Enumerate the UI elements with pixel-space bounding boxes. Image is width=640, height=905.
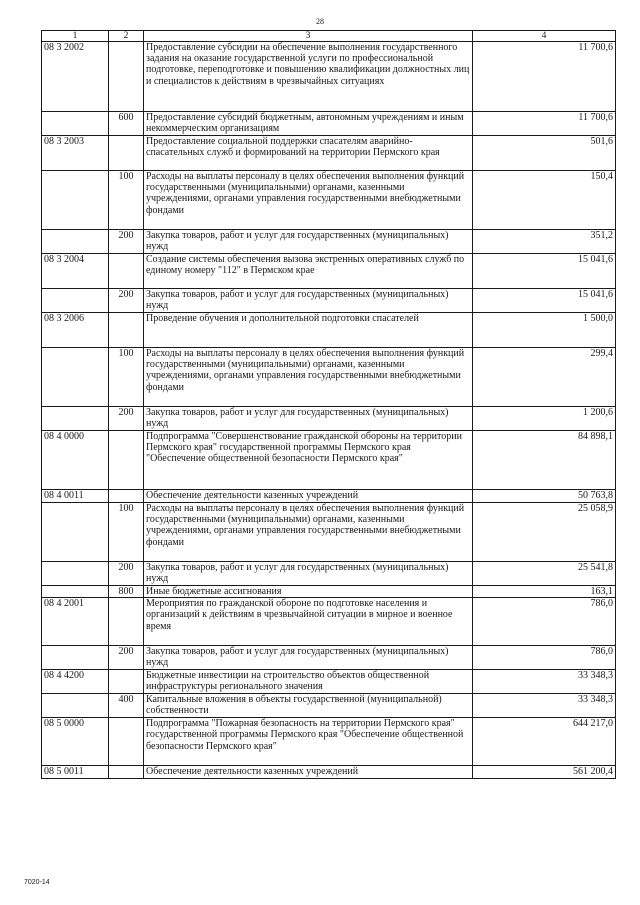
amount-cell: 163,1 <box>473 586 616 598</box>
column-header-4: 4 <box>473 31 616 42</box>
column-header-2: 2 <box>109 31 144 42</box>
expense-type-cell <box>109 598 144 646</box>
code-cell <box>42 503 109 562</box>
amount-cell: 150,4 <box>473 171 616 230</box>
description-cell: Закупка товаров, работ и услуг для государственных (муниципальных) нужд <box>144 562 473 586</box>
table-body <box>42 42 616 779</box>
column-header-1: 1 <box>42 31 109 42</box>
description-cell: Расходы на выплаты персоналу в целях обеспечения выполнения функций государственными (муниципальными) органами, казенными учреждениями, органами управления государственными внебюджетными фондами <box>144 348 473 407</box>
table-row <box>42 431 616 490</box>
table-row <box>42 289 616 313</box>
code-cell <box>42 407 109 431</box>
code-cell: 08 4 2001 <box>42 598 109 646</box>
expense-type-cell <box>109 431 144 490</box>
description-cell: Проведение обучения и дополнительной подготовки спасателей <box>144 313 473 348</box>
expense-type-cell: 200 <box>109 407 144 431</box>
description-cell: Закупка товаров, работ и услуг для государственных (муниципальных) нужд <box>144 407 473 431</box>
code-cell: 08 4 0011 <box>42 490 109 503</box>
code-cell: 08 3 2003 <box>42 136 109 171</box>
expense-type-cell <box>109 718 144 766</box>
footer-code: 7020-14 <box>24 879 50 886</box>
amount-cell: 786,0 <box>473 598 616 646</box>
code-cell: 08 3 2002 <box>42 42 109 112</box>
header-row <box>42 31 616 42</box>
amount-cell: 644 217,0 <box>473 718 616 766</box>
budget-table <box>41 30 616 779</box>
table-row <box>42 254 616 289</box>
expense-type-cell: 200 <box>109 289 144 313</box>
description-cell: Расходы на выплаты персоналу в целях обеспечения выполнения функций государственными (муниципальными) органами, казенными учреждениями, органами управления государственными внебюджетными фондами <box>144 503 473 562</box>
amount-cell: 1 200,6 <box>473 407 616 431</box>
code-cell <box>42 171 109 230</box>
table-row <box>42 313 616 348</box>
amount-cell: 25 058,9 <box>473 503 616 562</box>
expense-type-cell <box>109 670 144 694</box>
expense-type-cell <box>109 136 144 171</box>
description-cell: Предоставление субсидии на обеспечение выполнения государственного задания на оказание государственной услуги по профессиональной подготовке, переподготовке и повышению квалификации должностных лиц и специалистов к действиям в чрезвычайных ситуациях <box>144 42 473 112</box>
description-cell: Подпрограмма "Пожарная безопасность на территории Пермского края" государственной программы Пермского края "Обеспечение общественной безопасности Пермского края" <box>144 718 473 766</box>
description-cell: Закупка товаров, работ и услуг для государственных (муниципальных) нужд <box>144 646 473 670</box>
table-row <box>42 562 616 586</box>
description-cell: Бюджетные инвестиции на строительство объектов общественной инфраструктуры регионального значения <box>144 670 473 694</box>
expense-type-cell: 200 <box>109 562 144 586</box>
table-row <box>42 348 616 407</box>
description-cell: Мероприятия по гражданской обороне по подготовке населения и организаций к действиям в чрезвычайной ситуации в мирное и военное время <box>144 598 473 646</box>
expense-type-cell <box>109 42 144 112</box>
expense-type-cell <box>109 313 144 348</box>
column-header-3: 3 <box>144 31 473 42</box>
description-cell: Обеспечение деятельности казенных учреждений <box>144 766 473 779</box>
page-number: 28 <box>316 17 324 26</box>
code-cell: 08 5 0011 <box>42 766 109 779</box>
table-row <box>42 136 616 171</box>
amount-cell: 561 200,4 <box>473 766 616 779</box>
code-cell: 08 4 4200 <box>42 670 109 694</box>
code-cell <box>42 230 109 254</box>
description-cell: Капитальные вложения в объекты государственной (муниципальной) собственности <box>144 694 473 718</box>
code-cell: 08 3 2006 <box>42 313 109 348</box>
table-row <box>42 171 616 230</box>
amount-cell: 33 348,3 <box>473 670 616 694</box>
description-cell: Предоставление социальной поддержки спасателям аварийно-спасательных служб и формирований на территории Пермского края <box>144 136 473 171</box>
amount-cell: 501,6 <box>473 136 616 171</box>
table-row <box>42 230 616 254</box>
expense-type-cell: 200 <box>109 646 144 670</box>
expense-type-cell: 100 <box>109 348 144 407</box>
code-cell: 08 3 2004 <box>42 254 109 289</box>
table-row <box>42 670 616 694</box>
amount-cell: 33 348,3 <box>473 694 616 718</box>
description-cell: Создание системы обеспечения вызова экстренных оперативных служб по единому номеру "112" в Пермском крае <box>144 254 473 289</box>
expense-type-cell: 800 <box>109 586 144 598</box>
amount-cell: 11 700,6 <box>473 112 616 136</box>
table-row <box>42 766 616 779</box>
table-row <box>42 646 616 670</box>
amount-cell: 15 041,6 <box>473 254 616 289</box>
code-cell <box>42 586 109 598</box>
description-cell: Закупка товаров, работ и услуг для государственных (муниципальных) нужд <box>144 289 473 313</box>
description-cell: Иные бюджетные ассигнования <box>144 586 473 598</box>
code-cell <box>42 348 109 407</box>
description-cell: Расходы на выплаты персоналу в целях обеспечения выполнения функций государственными (муниципальными) органами, казенными учреждениями, органами управления государственными внебюджетными фондами <box>144 171 473 230</box>
amount-cell: 15 041,6 <box>473 289 616 313</box>
amount-cell: 50 763,8 <box>473 490 616 503</box>
expense-type-cell: 200 <box>109 230 144 254</box>
description-cell: Обеспечение деятельности казенных учреждений <box>144 490 473 503</box>
table-row <box>42 112 616 136</box>
expense-type-cell: 100 <box>109 171 144 230</box>
description-cell: Подпрограмма "Совершенствование гражданской обороны на территории Пермского края" государственной программы Пермского края "Обеспечение общественной безопасности Пермского края" <box>144 431 473 490</box>
amount-cell: 299,4 <box>473 348 616 407</box>
amount-cell: 351,2 <box>473 230 616 254</box>
expense-type-cell: 600 <box>109 112 144 136</box>
expense-type-cell <box>109 766 144 779</box>
table-row <box>42 407 616 431</box>
amount-cell: 786,0 <box>473 646 616 670</box>
description-cell: Предоставление субсидий бюджетным, автономным учреждениям и иным некоммерческим организациям <box>144 112 473 136</box>
code-cell <box>42 112 109 136</box>
table-row <box>42 42 616 112</box>
code-cell <box>42 646 109 670</box>
expense-type-cell <box>109 490 144 503</box>
table-row <box>42 586 616 598</box>
expense-type-cell: 400 <box>109 694 144 718</box>
expense-type-cell <box>109 254 144 289</box>
code-cell: 08 4 0000 <box>42 431 109 490</box>
table-row <box>42 718 616 766</box>
amount-cell: 25 541,8 <box>473 562 616 586</box>
table-row <box>42 490 616 503</box>
amount-cell: 1 500,0 <box>473 313 616 348</box>
table-row <box>42 598 616 646</box>
expense-type-cell: 100 <box>109 503 144 562</box>
table-row <box>42 503 616 562</box>
code-cell <box>42 562 109 586</box>
table-row <box>42 694 616 718</box>
amount-cell: 84 898,1 <box>473 431 616 490</box>
amount-cell: 11 700,6 <box>473 42 616 112</box>
code-cell <box>42 694 109 718</box>
code-cell: 08 5 0000 <box>42 718 109 766</box>
description-cell: Закупка товаров, работ и услуг для государственных (муниципальных) нужд <box>144 230 473 254</box>
code-cell <box>42 289 109 313</box>
